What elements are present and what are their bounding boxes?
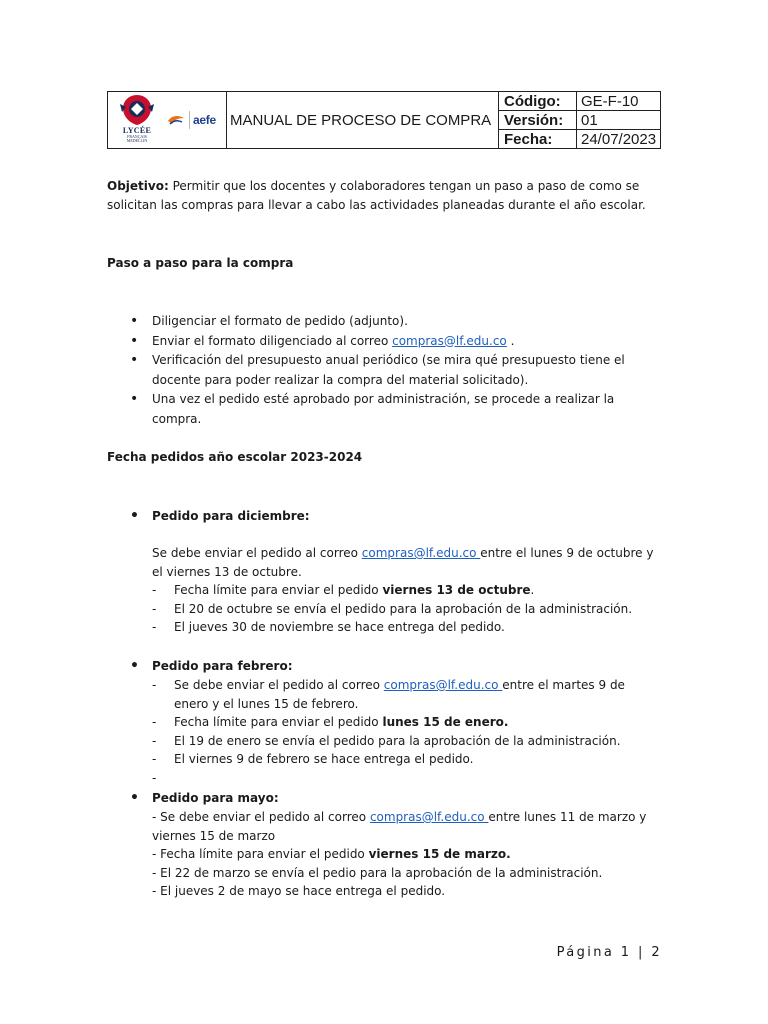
paso-list [130, 312, 660, 429]
codigo-label: Código: [499, 92, 577, 111]
version-value: 01 [577, 111, 661, 130]
fecha-value: 24/07/2023 [577, 130, 661, 149]
diciembre-block: Se debe enviar el pedido al correo compras@lf.edu.co entre el lunes 9 de octubre y el viernes 13 de octubre. - Fecha límite para enviar el pedido viernes 13 de octubre. - El 20 de octubre se envía el pedido para la aprobación de la administración. - El jueves 30 de noviembre se hace entrega del pedido. [152, 544, 662, 637]
lycee-logo: LYCÉE FRANÇAIS MEDELLIN [114, 93, 160, 147]
list-item: • Diligenciar el formato de pedido (adjunto). [130, 312, 660, 332]
diciembre-list [130, 507, 660, 527]
febrero-block: - Se debe enviar el pedido al correo compras@lf.edu.co entre el martes 9 de enero y el lunes 15 de febrero. - Fecha límite para enviar el pedido lunes 15 de enero. - El 19 de enero se envía el pedido para la aprobación de la administración. - El viernes 9 de febrero se hace entrega el pedido. - [152, 676, 662, 788]
mayo-title: • Pedido para mayo: [130, 789, 660, 809]
document-title: MANUAL DE PROCESO DE COMPRA [227, 92, 499, 149]
codigo-value: GE-F-10 [577, 92, 661, 111]
crest-icon [117, 93, 157, 127]
diciembre-title: • Pedido para diciembre: [130, 507, 660, 527]
email-link[interactable]: compras@lf.edu.co [392, 333, 507, 348]
list-item: • Una vez el pedido esté aprobado por administración, se procede a realizar la compra. [130, 390, 660, 429]
febrero-list [130, 657, 660, 677]
fechas-heading: Fecha pedidos año escolar 2023-2024 [107, 450, 363, 464]
list-item: • Verificación del presupuesto anual periódico (se mira qué presupuesto tiene el docente para poder realizar la compra del material solicitado). [130, 351, 660, 390]
logo-cell [108, 92, 227, 149]
header-table [107, 91, 661, 149]
email-link[interactable]: compras@lf.edu.co [383, 678, 503, 692]
list-item: • Enviar el formato diligenciado al correo compras@lf.edu.co . [130, 332, 660, 352]
version-label: Versión: [499, 111, 577, 130]
aefe-mark-icon [166, 113, 186, 127]
aefe-logo: aefe [166, 111, 216, 129]
febrero-title: • Pedido para febrero: [130, 657, 660, 677]
paso-heading: Paso a paso para la compra [107, 256, 294, 270]
email-link[interactable]: compras@lf.edu.co [361, 546, 481, 560]
email-link[interactable]: compras@lf.edu.co [369, 810, 489, 824]
page-number: Página 1 | 2 [556, 945, 662, 960]
objetivo-paragraph: Objetivo: Permitir que los docentes y colaboradores tengan un paso a paso de como se solicitan las compras para llevar a cabo las actividades planeadas durante el año escolar. [107, 179, 646, 212]
mayo-list [130, 789, 660, 809]
mayo-block: - Se debe enviar el pedido al correo compras@lf.edu.co entre lunes 11 de marzo y viernes 15 de marzo - Fecha límite para enviar el pedido viernes 15 de marzo. - El 22 de marzo se envía el pedio para la aprobación de la administración. - El jueves 2 de mayo se hace entrega el pedido. [152, 810, 647, 899]
fecha-label: Fecha: [499, 130, 577, 149]
